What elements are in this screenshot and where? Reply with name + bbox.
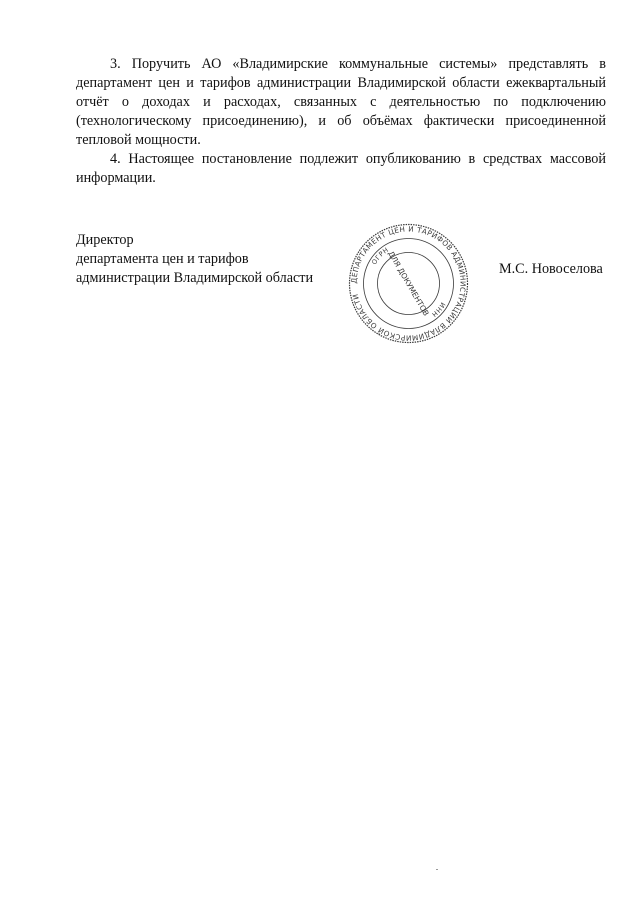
stamp-inn: ИНН (429, 300, 447, 319)
paragraph-3-line: тепловой мощности. (76, 132, 201, 148)
paragraph-4 (76, 150, 606, 188)
paragraph-4-line: 4. Настоящее постановление подлежит опубликованию в средствах массовой (110, 151, 606, 167)
stamp-outer-text: ДЕПАРТАМЕНТ ЦЕН И ТАРИФОВ АДМИНИСТРАЦИИ ВЛАДИМИРСКОЙ ОБЛАСТИ (349, 224, 468, 343)
paragraph-4-line: информации. (76, 170, 156, 186)
paragraph-3-line: отчёт о доходах и расходах, связанных с деятельностью по подключению (76, 94, 606, 110)
signatory-title-line: администрации Владимирской области (76, 270, 314, 286)
official-stamp (346, 221, 471, 346)
paragraph-3-line: (технологическому присоединению), и об объёмах фактически присоединенной (76, 113, 606, 129)
paragraph-3-line: департамент цен и тарифов администрации Владимирской области ежеквартальный (76, 75, 606, 91)
stamp-center-text: ДЛЯ ДОКУМЕНТОВ (386, 249, 431, 318)
signatory-name: М.С. Новоселова (499, 261, 603, 277)
signatory-title-line: департамента цен и тарифов (76, 251, 249, 267)
paragraph-3 (76, 55, 606, 150)
signatory-title-line: Директор (76, 232, 134, 248)
signatory-title (76, 231, 313, 288)
scan-speck (436, 869, 438, 870)
stamp-ogrn: ОГРН (370, 245, 391, 267)
paragraph-3-line: 3. Поручить АО «Владимирские коммунальные системы» представлять в (110, 56, 606, 72)
